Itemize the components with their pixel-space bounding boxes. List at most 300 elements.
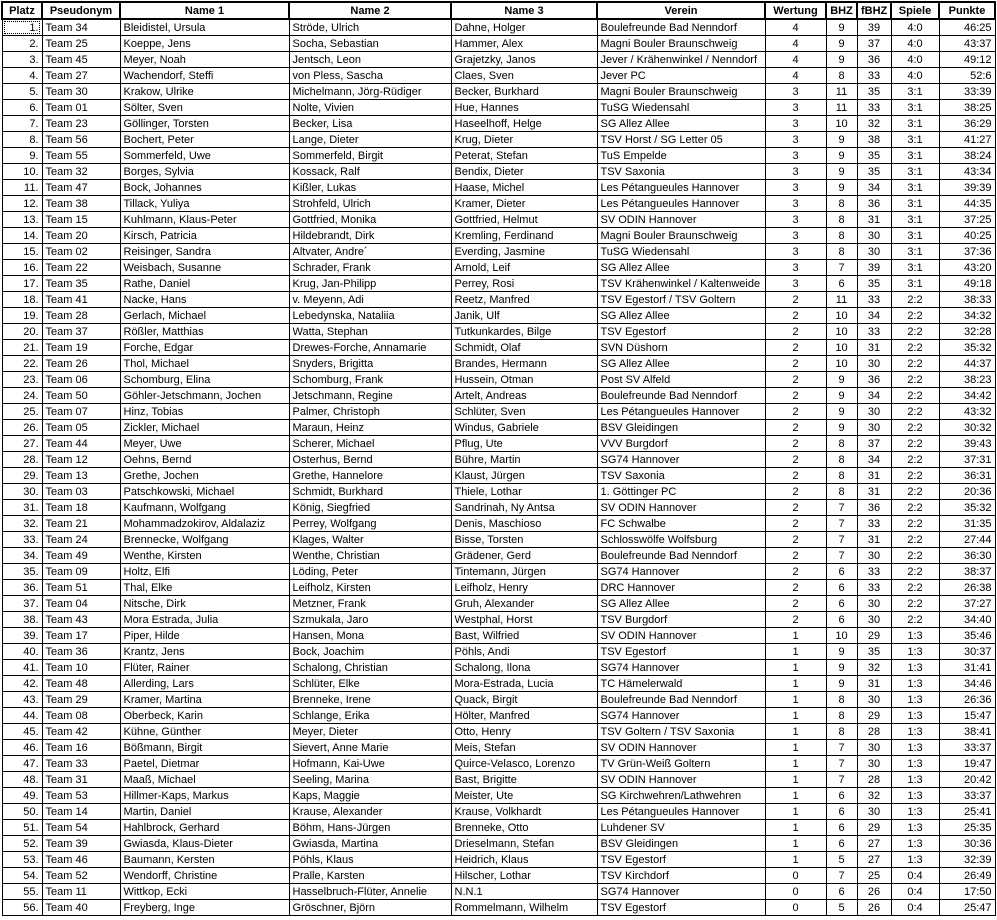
cell-bhz[interactable]: 8 xyxy=(826,196,857,212)
cell-fbhz[interactable]: 33 xyxy=(857,324,891,340)
cell-spiele[interactable]: 1:3 xyxy=(891,708,939,724)
cell-wertung[interactable]: 1 xyxy=(765,804,826,820)
cell-name-2[interactable]: Schmidt, Burkhard xyxy=(289,484,451,500)
cell-pseudonym[interactable]: Team 40 xyxy=(42,900,120,916)
cell-bhz[interactable]: 9 xyxy=(826,148,857,164)
cell-punkte[interactable]: 26:49 xyxy=(939,868,995,884)
cell-bhz[interactable]: 8 xyxy=(826,468,857,484)
cell-wertung[interactable]: 3 xyxy=(765,116,826,132)
cell-name-2[interactable]: Gwiasda, Martina xyxy=(289,836,451,852)
cell-verein[interactable]: BSV Gleidingen xyxy=(597,836,765,852)
cell-fbhz[interactable]: 34 xyxy=(857,388,891,404)
cell-wertung[interactable]: 2 xyxy=(765,548,826,564)
cell-spiele[interactable]: 2:2 xyxy=(891,580,939,596)
cell-spiele[interactable]: 2:2 xyxy=(891,516,939,532)
cell-punkte[interactable]: 30:37 xyxy=(939,644,995,660)
cell-pseudonym[interactable]: Team 35 xyxy=(42,276,120,292)
cell-name-2[interactable]: Maraun, Heinz xyxy=(289,420,451,436)
cell-fbhz[interactable]: 29 xyxy=(857,628,891,644)
cell-spiele[interactable]: 1:3 xyxy=(891,756,939,772)
cell-name-1[interactable]: Krakow, Ulrike xyxy=(120,84,289,100)
cell-name-2[interactable]: Schomburg, Frank xyxy=(289,372,451,388)
cell-verein[interactable]: TSV Krähenwinkel / Kaltenweide xyxy=(597,276,765,292)
cell-name-1[interactable]: Wittkop, Ecki xyxy=(120,884,289,900)
cell-fbhz[interactable]: 30 xyxy=(857,420,891,436)
cell-name-3[interactable]: Meis, Stefan xyxy=(451,740,597,756)
cell-spiele[interactable]: 2:2 xyxy=(891,612,939,628)
cell-punkte[interactable]: 38:33 xyxy=(939,292,995,308)
cell-name-3[interactable]: Hölter, Manfred xyxy=(451,708,597,724)
cell-spiele[interactable]: 2:2 xyxy=(891,372,939,388)
cell-name-3[interactable]: Pöhls, Andi xyxy=(451,644,597,660)
cell-name-3[interactable]: Grädener, Gerd xyxy=(451,548,597,564)
cell-wertung[interactable]: 2 xyxy=(765,356,826,372)
cell-name-1[interactable]: Baumann, Kersten xyxy=(120,852,289,868)
cell-pseudonym[interactable]: Team 34 xyxy=(42,19,120,36)
cell-fbhz[interactable]: 30 xyxy=(857,756,891,772)
cell-spiele[interactable]: 1:3 xyxy=(891,852,939,868)
cell-pseudonym[interactable]: Team 53 xyxy=(42,788,120,804)
cell-verein[interactable]: Les Pétangueules Hannover xyxy=(597,804,765,820)
cell-fbhz[interactable]: 32 xyxy=(857,116,891,132)
cell-bhz[interactable]: 6 xyxy=(826,612,857,628)
cell-name-1[interactable]: Grethe, Jochen xyxy=(120,468,289,484)
cell-punkte[interactable]: 36:29 xyxy=(939,116,995,132)
cell-bhz[interactable]: 8 xyxy=(826,212,857,228)
cell-verein[interactable]: 1. Göttinger PC xyxy=(597,484,765,500)
cell-name-2[interactable]: Gröschner, Björn xyxy=(289,900,451,916)
cell-pseudonym[interactable]: Team 32 xyxy=(42,164,120,180)
cell-platz[interactable]: 34. xyxy=(2,548,42,564)
cell-platz[interactable]: 50. xyxy=(2,804,42,820)
cell-bhz[interactable]: 9 xyxy=(826,36,857,52)
cell-bhz[interactable]: 11 xyxy=(826,100,857,116)
cell-verein[interactable]: TuSG Wiedensahl xyxy=(597,244,765,260)
cell-punkte[interactable]: 31:41 xyxy=(939,660,995,676)
cell-platz[interactable]: 35. xyxy=(2,564,42,580)
cell-name-3[interactable]: Hue, Hannes xyxy=(451,100,597,116)
cell-fbhz[interactable]: 31 xyxy=(857,212,891,228)
cell-fbhz[interactable]: 35 xyxy=(857,148,891,164)
cell-pseudonym[interactable]: Team 08 xyxy=(42,708,120,724)
cell-platz[interactable]: 9. xyxy=(2,148,42,164)
cell-pseudonym[interactable]: Team 27 xyxy=(42,68,120,84)
cell-name-3[interactable]: Arnold, Leif xyxy=(451,260,597,276)
cell-wertung[interactable]: 2 xyxy=(765,292,826,308)
cell-name-3[interactable]: Westphal, Horst xyxy=(451,612,597,628)
cell-name-1[interactable]: Kramer, Martina xyxy=(120,692,289,708)
cell-punkte[interactable]: 38:24 xyxy=(939,148,995,164)
cell-pseudonym[interactable]: Team 16 xyxy=(42,740,120,756)
cell-verein[interactable]: Boulefreunde Bad Nenndorf xyxy=(597,548,765,564)
cell-verein[interactable]: Boulefreunde Bad Nenndorf xyxy=(597,19,765,36)
cell-name-3[interactable]: Peterat, Stefan xyxy=(451,148,597,164)
cell-bhz[interactable]: 9 xyxy=(826,676,857,692)
cell-name-3[interactable]: Janik, Ulf xyxy=(451,308,597,324)
cell-wertung[interactable]: 0 xyxy=(765,868,826,884)
cell-wertung[interactable]: 1 xyxy=(765,788,826,804)
cell-bhz[interactable]: 6 xyxy=(826,804,857,820)
cell-bhz[interactable]: 7 xyxy=(826,260,857,276)
cell-name-1[interactable]: Zickler, Michael xyxy=(120,420,289,436)
cell-verein[interactable]: Luhdener SV xyxy=(597,820,765,836)
cell-punkte[interactable]: 25:47 xyxy=(939,900,995,916)
cell-fbhz[interactable]: 33 xyxy=(857,580,891,596)
cell-platz[interactable]: 8. xyxy=(2,132,42,148)
cell-punkte[interactable]: 34:46 xyxy=(939,676,995,692)
cell-name-2[interactable]: Socha, Sebastian xyxy=(289,36,451,52)
cell-name-2[interactable]: Drewes-Forche, Annamarie xyxy=(289,340,451,356)
cell-spiele[interactable]: 3:1 xyxy=(891,164,939,180)
cell-name-2[interactable]: Perrey, Wolfgang xyxy=(289,516,451,532)
cell-fbhz[interactable]: 36 xyxy=(857,196,891,212)
cell-name-2[interactable]: Watta, Stephan xyxy=(289,324,451,340)
cell-verein[interactable]: Post SV Alfeld xyxy=(597,372,765,388)
cell-name-1[interactable]: Rößler, Matthias xyxy=(120,324,289,340)
cell-wertung[interactable]: 3 xyxy=(765,228,826,244)
cell-fbhz[interactable]: 35 xyxy=(857,276,891,292)
cell-spiele[interactable]: 2:2 xyxy=(891,596,939,612)
cell-name-2[interactable]: Kossack, Ralf xyxy=(289,164,451,180)
cell-fbhz[interactable]: 39 xyxy=(857,19,891,36)
cell-pseudonym[interactable]: Team 51 xyxy=(42,580,120,596)
cell-verein[interactable]: SG74 Hannover xyxy=(597,564,765,580)
cell-spiele[interactable]: 2:2 xyxy=(891,388,939,404)
cell-punkte[interactable]: 52:6 xyxy=(939,68,995,84)
cell-name-2[interactable]: Hansen, Mona xyxy=(289,628,451,644)
cell-fbhz[interactable]: 29 xyxy=(857,708,891,724)
cell-name-3[interactable]: Bisse, Torsten xyxy=(451,532,597,548)
cell-punkte[interactable]: 35:32 xyxy=(939,500,995,516)
cell-verein[interactable]: SG Kirchwehren/Lathwehren xyxy=(597,788,765,804)
cell-bhz[interactable]: 9 xyxy=(826,52,857,68)
cell-name-1[interactable]: Sommerfeld, Uwe xyxy=(120,148,289,164)
cell-verein[interactable]: SV ODIN Hannover xyxy=(597,740,765,756)
cell-spiele[interactable]: 1:3 xyxy=(891,820,939,836)
cell-name-3[interactable]: Schmidt, Olaf xyxy=(451,340,597,356)
cell-verein[interactable]: BSV Gleidingen xyxy=(597,420,765,436)
cell-spiele[interactable]: 3:1 xyxy=(891,196,939,212)
cell-wertung[interactable]: 3 xyxy=(765,148,826,164)
cell-name-2[interactable]: Jetschmann, Regine xyxy=(289,388,451,404)
cell-name-3[interactable]: Tutkunkardes, Bilge xyxy=(451,324,597,340)
cell-pseudonym[interactable]: Team 20 xyxy=(42,228,120,244)
cell-bhz[interactable]: 9 xyxy=(826,388,857,404)
cell-pseudonym[interactable]: Team 56 xyxy=(42,132,120,148)
cell-name-2[interactable]: v. Meyenn, Adi xyxy=(289,292,451,308)
cell-platz[interactable]: 12. xyxy=(2,196,42,212)
cell-fbhz[interactable]: 33 xyxy=(857,564,891,580)
cell-wertung[interactable]: 2 xyxy=(765,484,826,500)
cell-name-2[interactable]: Schalong, Christian xyxy=(289,660,451,676)
cell-punkte[interactable]: 32:39 xyxy=(939,852,995,868)
header-name-2[interactable]: Name 2 xyxy=(289,2,451,19)
cell-verein[interactable]: SV ODIN Hannover xyxy=(597,500,765,516)
cell-punkte[interactable]: 43:20 xyxy=(939,260,995,276)
cell-bhz[interactable]: 5 xyxy=(826,852,857,868)
cell-pseudonym[interactable]: Team 02 xyxy=(42,244,120,260)
cell-name-1[interactable]: Weisbach, Susanne xyxy=(120,260,289,276)
cell-verein[interactable]: TuSG Wiedensahl xyxy=(597,100,765,116)
cell-name-1[interactable]: Nitsche, Dirk xyxy=(120,596,289,612)
cell-punkte[interactable]: 36:30 xyxy=(939,548,995,564)
cell-pseudonym[interactable]: Team 31 xyxy=(42,772,120,788)
cell-fbhz[interactable]: 39 xyxy=(857,260,891,276)
cell-fbhz[interactable]: 26 xyxy=(857,884,891,900)
cell-punkte[interactable]: 39:43 xyxy=(939,436,995,452)
cell-punkte[interactable]: 25:41 xyxy=(939,804,995,820)
cell-fbhz[interactable]: 30 xyxy=(857,804,891,820)
cell-name-1[interactable]: Oehns, Bernd xyxy=(120,452,289,468)
cell-platz[interactable]: 6. xyxy=(2,100,42,116)
cell-spiele[interactable]: 1:3 xyxy=(891,644,939,660)
cell-punkte[interactable]: 15:47 xyxy=(939,708,995,724)
cell-wertung[interactable]: 3 xyxy=(765,100,826,116)
cell-punkte[interactable]: 49:18 xyxy=(939,276,995,292)
cell-bhz[interactable]: 11 xyxy=(826,84,857,100)
cell-pseudonym[interactable]: Team 30 xyxy=(42,84,120,100)
cell-platz[interactable]: 29. xyxy=(2,468,42,484)
cell-platz[interactable]: 28. xyxy=(2,452,42,468)
cell-punkte[interactable]: 39:39 xyxy=(939,180,995,196)
cell-bhz[interactable]: 7 xyxy=(826,500,857,516)
cell-name-3[interactable]: Krause, Volkhardt xyxy=(451,804,597,820)
cell-name-2[interactable]: Krause, Alexander xyxy=(289,804,451,820)
cell-spiele[interactable]: 2:2 xyxy=(891,404,939,420)
cell-verein[interactable]: SG74 Hannover xyxy=(597,452,765,468)
cell-name-2[interactable]: Szmukala, Jaro xyxy=(289,612,451,628)
cell-platz[interactable]: 2. xyxy=(2,36,42,52)
cell-pseudonym[interactable]: Team 19 xyxy=(42,340,120,356)
cell-platz[interactable]: 39. xyxy=(2,628,42,644)
cell-verein[interactable]: SG Allez Allee xyxy=(597,116,765,132)
cell-bhz[interactable]: 8 xyxy=(826,484,857,500)
cell-bhz[interactable]: 7 xyxy=(826,740,857,756)
cell-wertung[interactable]: 0 xyxy=(765,900,826,916)
cell-name-2[interactable]: Osterhus, Bernd xyxy=(289,452,451,468)
cell-fbhz[interactable]: 27 xyxy=(857,852,891,868)
cell-spiele[interactable]: 2:2 xyxy=(891,484,939,500)
cell-name-3[interactable]: Reetz, Manfred xyxy=(451,292,597,308)
cell-name-1[interactable]: Maaß, Michael xyxy=(120,772,289,788)
cell-verein[interactable]: TSV Goltern / TSV Saxonia xyxy=(597,724,765,740)
cell-platz[interactable]: 20. xyxy=(2,324,42,340)
cell-wertung[interactable]: 3 xyxy=(765,196,826,212)
cell-pseudonym[interactable]: Team 12 xyxy=(42,452,120,468)
cell-verein[interactable]: TuS Empelde xyxy=(597,148,765,164)
cell-name-1[interactable]: Flüter, Rainer xyxy=(120,660,289,676)
cell-pseudonym[interactable]: Team 29 xyxy=(42,692,120,708)
cell-bhz[interactable]: 9 xyxy=(826,19,857,36)
cell-spiele[interactable]: 2:2 xyxy=(891,532,939,548)
cell-spiele[interactable]: 1:3 xyxy=(891,788,939,804)
cell-platz[interactable]: 30. xyxy=(2,484,42,500)
cell-platz[interactable]: 10. xyxy=(2,164,42,180)
cell-platz[interactable]: 11. xyxy=(2,180,42,196)
cell-name-2[interactable]: Ströde, Ulrich xyxy=(289,19,451,36)
cell-name-2[interactable]: Snyders, Brigitta xyxy=(289,356,451,372)
cell-platz[interactable]: 36. xyxy=(2,580,42,596)
cell-platz[interactable]: 55. xyxy=(2,884,42,900)
cell-platz[interactable]: 38. xyxy=(2,612,42,628)
cell-punkte[interactable]: 27:44 xyxy=(939,532,995,548)
cell-punkte[interactable]: 35:32 xyxy=(939,340,995,356)
cell-name-2[interactable]: Klages, Walter xyxy=(289,532,451,548)
cell-name-1[interactable]: Tillack, Yuliya xyxy=(120,196,289,212)
cell-spiele[interactable]: 0:4 xyxy=(891,884,939,900)
cell-name-2[interactable]: Strohfeld, Ulrich xyxy=(289,196,451,212)
cell-platz[interactable]: 49. xyxy=(2,788,42,804)
cell-pseudonym[interactable]: Team 15 xyxy=(42,212,120,228)
cell-verein[interactable]: SG Allez Allee xyxy=(597,260,765,276)
cell-spiele[interactable]: 0:4 xyxy=(891,900,939,916)
cell-pseudonym[interactable]: Team 17 xyxy=(42,628,120,644)
cell-pseudonym[interactable]: Team 50 xyxy=(42,388,120,404)
cell-platz[interactable]: 16. xyxy=(2,260,42,276)
cell-name-1[interactable]: Brennecke, Wolfgang xyxy=(120,532,289,548)
cell-platz[interactable]: 15. xyxy=(2,244,42,260)
cell-wertung[interactable]: 2 xyxy=(765,340,826,356)
cell-wertung[interactable]: 3 xyxy=(765,84,826,100)
cell-punkte[interactable]: 43:37 xyxy=(939,36,995,52)
cell-verein[interactable]: Jever PC xyxy=(597,68,765,84)
cell-bhz[interactable]: 10 xyxy=(826,308,857,324)
cell-name-2[interactable]: Wenthe, Christian xyxy=(289,548,451,564)
cell-wertung[interactable]: 2 xyxy=(765,324,826,340)
cell-name-3[interactable]: Hussein, Otman xyxy=(451,372,597,388)
cell-name-3[interactable]: Everding, Jasmine xyxy=(451,244,597,260)
cell-punkte[interactable]: 49:12 xyxy=(939,52,995,68)
cell-pseudonym[interactable]: Team 03 xyxy=(42,484,120,500)
cell-pseudonym[interactable]: Team 05 xyxy=(42,420,120,436)
cell-name-3[interactable]: Kremling, Ferdinand xyxy=(451,228,597,244)
cell-name-3[interactable]: Krug, Dieter xyxy=(451,132,597,148)
cell-name-1[interactable]: Allerding, Lars xyxy=(120,676,289,692)
cell-platz[interactable]: 46. xyxy=(2,740,42,756)
cell-punkte[interactable]: 32:28 xyxy=(939,324,995,340)
cell-fbhz[interactable]: 36 xyxy=(857,372,891,388)
cell-name-2[interactable]: Schlüter, Elke xyxy=(289,676,451,692)
cell-spiele[interactable]: 1:3 xyxy=(891,692,939,708)
cell-bhz[interactable]: 8 xyxy=(826,452,857,468)
cell-spiele[interactable]: 1:3 xyxy=(891,676,939,692)
cell-spiele[interactable]: 3:1 xyxy=(891,276,939,292)
cell-wertung[interactable]: 3 xyxy=(765,260,826,276)
cell-pseudonym[interactable]: Team 38 xyxy=(42,196,120,212)
cell-bhz[interactable]: 9 xyxy=(826,644,857,660)
cell-verein[interactable]: Magni Bouler Braunschweig xyxy=(597,228,765,244)
cell-punkte[interactable]: 35:46 xyxy=(939,628,995,644)
cell-name-3[interactable]: Thiele, Lothar xyxy=(451,484,597,500)
cell-spiele[interactable]: 1:3 xyxy=(891,660,939,676)
cell-spiele[interactable]: 1:3 xyxy=(891,804,939,820)
cell-punkte[interactable]: 38:37 xyxy=(939,564,995,580)
cell-punkte[interactable]: 34:40 xyxy=(939,612,995,628)
cell-name-3[interactable]: Klaust, Jürgen xyxy=(451,468,597,484)
cell-verein[interactable]: Les Pétangueules Hannover xyxy=(597,196,765,212)
cell-name-3[interactable]: Dahne, Holger xyxy=(451,19,597,36)
cell-verein[interactable]: Boulefreunde Bad Nenndorf xyxy=(597,692,765,708)
cell-spiele[interactable]: 2:2 xyxy=(891,340,939,356)
cell-name-3[interactable]: Drieselmann, Stefan xyxy=(451,836,597,852)
cell-name-1[interactable]: Borges, Sylvia xyxy=(120,164,289,180)
cell-name-3[interactable]: Mora-Estrada, Lucia xyxy=(451,676,597,692)
cell-verein[interactable]: VVV Burgdorf xyxy=(597,436,765,452)
cell-fbhz[interactable]: 30 xyxy=(857,244,891,260)
cell-name-3[interactable]: Otto, Henry xyxy=(451,724,597,740)
cell-name-2[interactable]: Seeling, Marina xyxy=(289,772,451,788)
cell-fbhz[interactable]: 31 xyxy=(857,532,891,548)
cell-name-1[interactable]: Schomburg, Elina xyxy=(120,372,289,388)
cell-pseudonym[interactable]: Team 33 xyxy=(42,756,120,772)
header-name-3[interactable]: Name 3 xyxy=(451,2,597,19)
cell-fbhz[interactable]: 30 xyxy=(857,404,891,420)
cell-bhz[interactable]: 8 xyxy=(826,436,857,452)
cell-wertung[interactable]: 2 xyxy=(765,372,826,388)
cell-wertung[interactable]: 1 xyxy=(765,772,826,788)
cell-fbhz[interactable]: 28 xyxy=(857,724,891,740)
cell-verein[interactable]: TSV Horst / SG Letter 05 xyxy=(597,132,765,148)
cell-verein[interactable]: SV ODIN Hannover xyxy=(597,772,765,788)
cell-verein[interactable]: SG74 Hannover xyxy=(597,708,765,724)
cell-wertung[interactable]: 1 xyxy=(765,852,826,868)
cell-verein[interactable]: SG Allez Allee xyxy=(597,596,765,612)
cell-fbhz[interactable]: 28 xyxy=(857,772,891,788)
cell-verein[interactable]: TSV Egestorf xyxy=(597,900,765,916)
cell-pseudonym[interactable]: Team 42 xyxy=(42,724,120,740)
cell-pseudonym[interactable]: Team 36 xyxy=(42,644,120,660)
cell-spiele[interactable]: 1:3 xyxy=(891,740,939,756)
cell-verein[interactable]: TSV Kirchdorf xyxy=(597,868,765,884)
cell-name-1[interactable]: Mohammadzokirov, Aldalaziz xyxy=(120,516,289,532)
cell-spiele[interactable]: 3:1 xyxy=(891,84,939,100)
cell-punkte[interactable]: 40:25 xyxy=(939,228,995,244)
cell-spiele[interactable]: 3:1 xyxy=(891,244,939,260)
cell-name-2[interactable]: Meyer, Dieter xyxy=(289,724,451,740)
cell-wertung[interactable]: 3 xyxy=(765,132,826,148)
cell-platz[interactable]: 42. xyxy=(2,676,42,692)
cell-name-2[interactable]: Becker, Lisa xyxy=(289,116,451,132)
cell-punkte[interactable]: 38:41 xyxy=(939,724,995,740)
cell-name-1[interactable]: Bock, Johannes xyxy=(120,180,289,196)
cell-name-3[interactable]: Leifholz, Henry xyxy=(451,580,597,596)
cell-punkte[interactable]: 43:32 xyxy=(939,404,995,420)
cell-verein[interactable]: SG Allez Allee xyxy=(597,356,765,372)
cell-pseudonym[interactable]: Team 14 xyxy=(42,804,120,820)
cell-platz[interactable]: 32. xyxy=(2,516,42,532)
cell-name-2[interactable]: Löding, Peter xyxy=(289,564,451,580)
cell-name-3[interactable]: Schlüter, Sven xyxy=(451,404,597,420)
cell-name-1[interactable]: Kaufmann, Wolfgang xyxy=(120,500,289,516)
cell-fbhz[interactable]: 33 xyxy=(857,68,891,84)
cell-bhz[interactable]: 7 xyxy=(826,772,857,788)
cell-bhz[interactable]: 6 xyxy=(826,884,857,900)
cell-name-3[interactable]: Denis, Maschioso xyxy=(451,516,597,532)
header-platz[interactable]: Platz xyxy=(2,2,42,19)
cell-pseudonym[interactable]: Team 13 xyxy=(42,468,120,484)
cell-name-3[interactable]: Pflug, Ute xyxy=(451,436,597,452)
cell-fbhz[interactable]: 30 xyxy=(857,612,891,628)
cell-name-2[interactable]: Lebedynska, Nataliia xyxy=(289,308,451,324)
cell-bhz[interactable]: 9 xyxy=(826,420,857,436)
cell-wertung[interactable]: 2 xyxy=(765,452,826,468)
cell-bhz[interactable]: 7 xyxy=(826,516,857,532)
cell-punkte[interactable]: 26:36 xyxy=(939,692,995,708)
cell-bhz[interactable]: 6 xyxy=(826,836,857,852)
cell-name-3[interactable]: Claes, Sven xyxy=(451,68,597,84)
cell-verein[interactable]: Schlosswölfe Wolfsburg xyxy=(597,532,765,548)
cell-fbhz[interactable]: 33 xyxy=(857,516,891,532)
